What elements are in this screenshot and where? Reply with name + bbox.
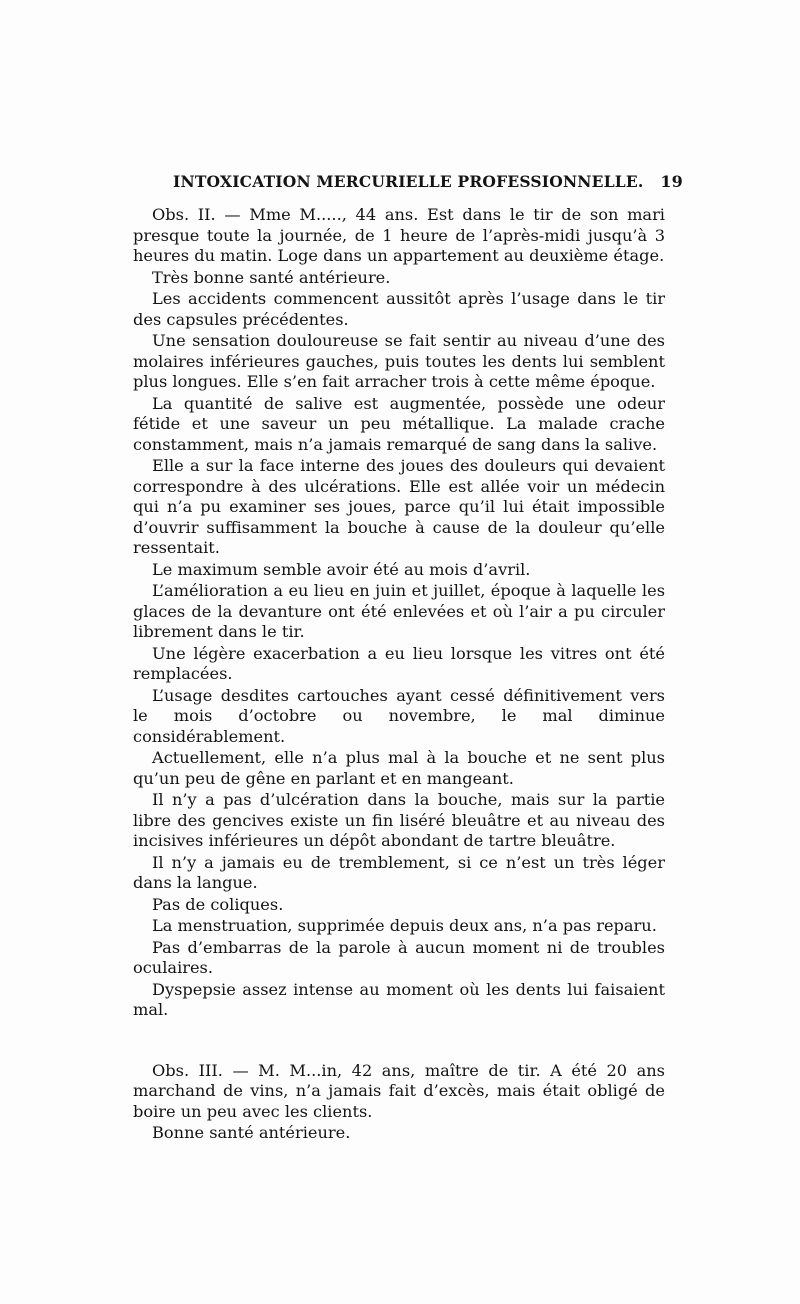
body-text bbox=[133, 205, 665, 1144]
paragraph-dyspepsia: Dyspepsie assez intense au moment où les dents lui faisaient mal. bbox=[133, 979, 665, 1019]
paragraph-colic: Pas de coliques. bbox=[152, 894, 284, 914]
paragraph-gums: Il n’y a pas d’ulcération dans la bouche, mais sur la partie libre des gencives existe un fin liséré bleuâtre et au niveau des incisives inférieures un dépôt abondant de tartre bleuâtre. bbox=[133, 790, 665, 850]
paragraph-tremor: Il n’y a jamais eu de tremblement, si ce n’est un très léger dans la langue. bbox=[133, 852, 665, 892]
paragraph-onset: Les accidents commencent aussitôt après l’usage dans le tir des capsules précédentes. bbox=[133, 289, 665, 329]
paragraph-cheeks: Elle a sur la face interne des joues des douleurs qui devaient correspondre à des ulcérations. Elle est allée voir un médecin qui n’a pu examiner ses joues, parce qu’il lui était impossible d’ouvrir suffisamment la bouche à cause de la douleur qu’elle ressentait. bbox=[133, 456, 665, 557]
paragraph-prior-health: Très bonne santé antérieure. bbox=[152, 267, 391, 287]
paragraph-speech: Pas d’embarras de la parole à aucun moment ni de troubles oculaires. bbox=[133, 937, 665, 977]
paragraph-saliva: La quantité de salive est augmentée, possède une odeur fétide et une saveur un peu métallique. La malade crache constamment, mais n’a jamais remarqué de sang dans la salive. bbox=[133, 393, 665, 454]
paragraph-menstruation: La menstruation, supprimée depuis deux ans, n’a pas reparu. bbox=[152, 916, 657, 935]
paragraph-exacerbation: Une légère exacerbation a eu lieu lorsque les vitres ont été remplacées. bbox=[133, 643, 665, 683]
paragraph-current: Actuellement, elle n’a plus mal à la bouche et ne sent plus qu’un peu de gêne en parlant et en mangeant. bbox=[133, 748, 665, 788]
paragraph-improvement: L’amélioration a eu lieu en juin et juillet, époque à laquelle les glaces de la devanture ont été enlevées et où l’air a pu circuler librement dans le tir. bbox=[133, 581, 665, 641]
running-title: INTOXICATION MERCURIELLE PROFESSIONNELLE. bbox=[173, 172, 644, 191]
paragraph-cartridges: L’usage desdites cartouches ayant cessé définitivement vers le mois d’octobre ou novembre, le mal diminue considérablement. bbox=[133, 685, 665, 746]
page-number: 19 bbox=[660, 172, 683, 191]
paragraph-maximum: Le maximum semble avoir été au mois d’avril. bbox=[152, 559, 531, 579]
running-head bbox=[173, 172, 683, 196]
observation-iii-intro: Obs. III. — M. M...in, 42 ans, maître de tir. A été 20 ans marchand de vins, n’a jamais fait d’excès, mais était obligé de boire un peu avec les clients. bbox=[133, 1060, 665, 1121]
observation-ii-intro: Obs. II. — Mme M....., 44 ans. Est dans le tir de son mari presque toute la journée, de 1 heure de l’après-midi jusqu’à 3 heures du matin. Loge dans un appartement au deuxième étage. bbox=[133, 205, 665, 265]
paragraph-pain: Une sensation douloureuse se fait sentir au niveau d’une des molaires inférieures gauches, puis toutes les dents lui semblent plus longues. Elle s’en fait arracher trois à cette même époque. bbox=[133, 331, 665, 391]
paragraph-prior-health-iii: Bonne santé antérieure. bbox=[152, 1123, 351, 1142]
